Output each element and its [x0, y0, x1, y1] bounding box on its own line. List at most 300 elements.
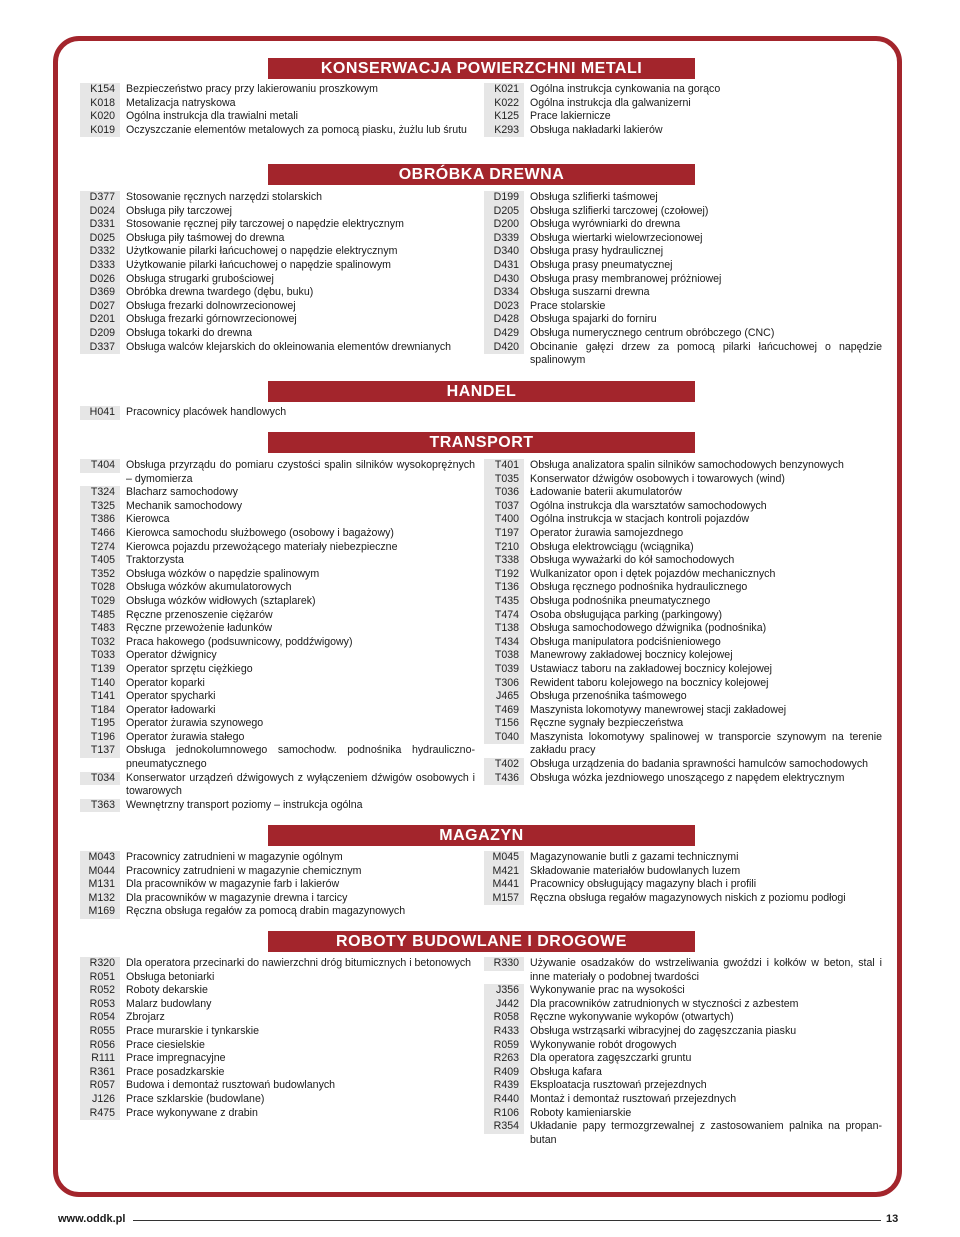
item-description: Rewident taboru kolejowego na bocznicy kolejowej	[530, 676, 769, 689]
list-item	[80, 568, 475, 582]
item-code: T028	[80, 581, 120, 595]
item-description: Dla pracowników w magazynie farb i lakierów	[126, 878, 340, 891]
item-code: R440	[484, 1093, 524, 1107]
item-code: D420	[484, 341, 524, 355]
item-code: D209	[80, 327, 120, 341]
item-description: Ogólna instrukcja w stacjach kontroli pojazdów	[530, 513, 750, 526]
item-code: D023	[484, 300, 524, 314]
item-code: D201	[80, 313, 120, 327]
list-item	[80, 300, 475, 314]
list-item	[80, 245, 475, 259]
item-description: Obsługa manipulatora podciśnieniowego	[530, 635, 721, 648]
item-description: Oczyszczanie elementów metalowych za pomocą piasku, żużlu lub śrutu	[126, 123, 467, 136]
item-code: M157	[484, 892, 524, 906]
list-item	[484, 83, 882, 97]
list-item	[80, 772, 475, 799]
left-column	[80, 83, 475, 137]
list-item	[484, 1079, 882, 1093]
item-description: Obsługa podnośnika pneumatycznego	[530, 594, 711, 607]
item-description: Pracownicy zatrudnieni w magazynie chemicznym	[126, 864, 362, 877]
right-column	[484, 191, 882, 368]
right-column	[484, 957, 882, 1147]
list-item	[80, 1066, 475, 1080]
list-item	[80, 541, 475, 555]
item-code: T434	[484, 636, 524, 650]
item-code: D205	[484, 205, 524, 219]
list-item	[80, 704, 475, 718]
item-code: H041	[80, 406, 120, 420]
item-code: R263	[484, 1052, 524, 1066]
list-item	[484, 205, 882, 219]
page-number: 13	[886, 1213, 899, 1225]
item-code: T435	[484, 595, 524, 609]
item-description: Konserwator dźwigów osobowych i towarowych (wind)	[530, 472, 785, 485]
list-item	[80, 636, 475, 650]
list-item	[484, 957, 882, 984]
item-code: D024	[80, 205, 120, 219]
item-code: T137	[80, 744, 120, 758]
item-code: D339	[484, 232, 524, 246]
list-item	[484, 1052, 882, 1066]
item-description: Obsługa wózków o napędzie spalinowym	[126, 567, 320, 580]
list-item	[484, 984, 882, 998]
item-code: T436	[484, 772, 524, 786]
item-description: Ogólna instrukcja dla trawialni metali	[126, 110, 298, 123]
list-item	[80, 486, 475, 500]
list-item	[80, 1052, 475, 1066]
item-description: Obcinanie gałęzi drzew za pomocą pilarki łańcuchowej o napędzie spalinowym	[530, 340, 882, 367]
list-item	[80, 232, 475, 246]
list-item	[80, 851, 475, 865]
item-description: Maszynista lokomotywy manewrowej stacji zakładowej	[530, 703, 787, 716]
list-item	[80, 663, 475, 677]
list-item	[80, 581, 475, 595]
left-column	[80, 851, 475, 919]
list-item	[80, 957, 475, 971]
item-code: D429	[484, 327, 524, 341]
list-item	[80, 513, 475, 527]
item-code: T474	[484, 609, 524, 623]
list-item	[484, 1120, 882, 1147]
item-description: Obsługa przenośnika taśmowego	[530, 690, 687, 703]
list-item	[484, 690, 882, 704]
item-code: R409	[484, 1066, 524, 1080]
list-item	[80, 259, 475, 273]
item-description: Obsługa piły taśmowej do drewna	[126, 231, 285, 244]
item-code: T038	[484, 649, 524, 663]
item-code: D377	[80, 191, 120, 205]
item-code: T184	[80, 704, 120, 718]
item-code: R439	[484, 1079, 524, 1093]
item-description: Wykonywanie robót drogowych	[530, 1038, 677, 1051]
item-description: Obsługa kafara	[530, 1065, 602, 1078]
item-description: Roboty dekarskie	[126, 984, 208, 997]
list-item	[484, 513, 882, 527]
list-item	[80, 892, 475, 906]
item-description: Układanie papy termozgrzewalnej z zastosowaniem palnika na propan-butan	[530, 1120, 882, 1146]
list-item	[80, 984, 475, 998]
list-item	[484, 878, 882, 892]
item-code: D025	[80, 232, 120, 246]
item-description: Ustawiacz taboru na zakładowej bocznicy kolejowej	[530, 662, 773, 675]
item-description: Obsługa wózka jezdniowego unoszącego z napędem elektrycznym	[530, 771, 845, 784]
item-code: T034	[80, 772, 120, 786]
list-item	[484, 541, 882, 555]
item-description: Konserwator urządzeń dźwigowych z wyłączeniem dźwigów osobowych i towarowych	[126, 771, 475, 798]
list-item	[80, 327, 475, 341]
item-code: M169	[80, 905, 120, 919]
list-item	[80, 1039, 475, 1053]
list-item	[80, 459, 475, 486]
item-description: Użytkowanie pilarki łańcuchowej o napędzie elektrycznym	[126, 245, 398, 258]
list-item	[484, 649, 882, 663]
section-header: ROBOTY BUDOWLANE I DROGOWE	[268, 931, 695, 952]
list-item	[484, 245, 882, 259]
list-item	[484, 568, 882, 582]
item-code: R361	[80, 1066, 120, 1080]
list-item	[80, 97, 475, 111]
list-item	[80, 595, 475, 609]
section-header: OBRÓBKA DREWNA	[268, 164, 695, 185]
item-code: K018	[80, 97, 120, 111]
list-item	[80, 124, 475, 138]
item-code: M441	[484, 878, 524, 892]
item-code: K021	[484, 83, 524, 97]
list-item	[80, 1107, 475, 1121]
list-item	[484, 259, 882, 273]
item-code: T401	[484, 459, 524, 473]
item-description: Dla pracowników w magazynie drewna i tarcicy	[126, 891, 348, 904]
list-item	[80, 406, 475, 420]
list-item	[484, 473, 882, 487]
item-description: Traktorzysta	[126, 554, 184, 567]
list-item	[484, 327, 882, 341]
list-item	[80, 609, 475, 623]
item-code: R058	[484, 1011, 524, 1025]
item-description: Prace wykonywane z drabin	[126, 1106, 258, 1119]
list-item	[484, 218, 882, 232]
item-description: Prace lakiernicze	[530, 110, 611, 123]
section-header: KONSERWACJA POWIERZCHNI METALI	[268, 58, 695, 79]
item-description: Prace szklarskie (budowlane)	[126, 1092, 265, 1105]
item-code: R059	[484, 1039, 524, 1053]
item-code: T402	[484, 758, 524, 772]
item-description: Mechanik samochodowy	[126, 499, 242, 512]
item-code: T192	[484, 568, 524, 582]
item-description: Obsługa numerycznego centrum obróbczego (CNC)	[530, 326, 775, 339]
item-description: Operator ładowarki	[126, 703, 216, 716]
item-code: R051	[80, 971, 120, 985]
list-item	[80, 191, 475, 205]
item-code: R053	[80, 998, 120, 1012]
item-description: Malarz budowlany	[126, 997, 212, 1010]
item-code: T139	[80, 663, 120, 677]
item-code: T405	[80, 554, 120, 568]
item-description: Obsługa samochodowego dźwignika (podnośnika)	[530, 622, 767, 635]
item-description: Obsługa przyrządu do pomiaru czystości spalin silników wysokoprężnych – dymomierza	[126, 459, 475, 485]
item-description: Blacharz samochodowy	[126, 486, 238, 499]
item-description: Ręczna obsługa regałów magazynowych niskich z poziomu podłogi	[530, 891, 846, 904]
item-description: Wykonywanie prac na wysokości	[530, 984, 685, 997]
list-item	[484, 663, 882, 677]
item-description: Użytkowanie pilarki łańcuchowej o napędzie spalinowym	[126, 258, 391, 271]
list-item	[484, 609, 882, 623]
item-code: T037	[484, 500, 524, 514]
item-code: D369	[80, 286, 120, 300]
footer-url[interactable]: www.oddk.pl	[58, 1213, 126, 1225]
item-code: K020	[80, 110, 120, 124]
item-code: T195	[80, 717, 120, 731]
list-item	[80, 273, 475, 287]
item-description: Obsługa strugarki grubościowej	[126, 272, 274, 285]
item-code: D431	[484, 259, 524, 273]
item-description: Obsługa suszarni drewna	[530, 286, 650, 299]
item-description: Ręczna obsługa regałów za pomocą drabin magazynowych	[126, 905, 406, 918]
item-code: K019	[80, 124, 120, 138]
list-item	[484, 998, 882, 1012]
list-item	[484, 851, 882, 865]
item-description: Ogólna instrukcja dla galwanizerni	[530, 96, 691, 109]
item-code: T483	[80, 622, 120, 636]
item-code: M044	[80, 865, 120, 879]
item-code: D428	[484, 313, 524, 327]
item-code: T029	[80, 595, 120, 609]
section-header: HANDEL	[268, 381, 695, 402]
item-description: Praca hakowego (podsuwnicowy, poddźwigowy)	[126, 635, 353, 648]
item-description: Maszynista lokomotywy spalinowej w transporcie szynowym na terenie zakładu pracy	[530, 730, 882, 757]
item-code: T466	[80, 527, 120, 541]
list-item	[484, 97, 882, 111]
item-code: D026	[80, 273, 120, 287]
item-description: Operator żurawia samojezdnego	[530, 526, 684, 539]
list-item	[484, 581, 882, 595]
item-code: R055	[80, 1025, 120, 1039]
list-item	[484, 622, 882, 636]
item-code: J465	[484, 690, 524, 704]
item-code: M043	[80, 851, 120, 865]
item-code: R111	[80, 1052, 120, 1066]
list-item	[484, 758, 882, 772]
item-description: Stosowanie ręcznych narzędzi stolarskich	[126, 191, 323, 203]
item-code: R354	[484, 1120, 524, 1134]
list-item	[80, 527, 475, 541]
item-code: T324	[80, 486, 120, 500]
item-code: T197	[484, 527, 524, 541]
list-item	[80, 731, 475, 745]
item-description: Operator sprzętu ciężkiego	[126, 662, 253, 675]
item-description: Obsługa prasy membranowej próżniowej	[530, 272, 722, 285]
list-item	[80, 205, 475, 219]
item-description: Obsługa szlifierki tarczowej (czołowej)	[530, 204, 709, 217]
item-code: T400	[484, 513, 524, 527]
item-description: Obsługa wyrówniarki do drewna	[530, 218, 681, 231]
item-code: R106	[484, 1107, 524, 1121]
item-description: Prace impregnacyjne	[126, 1052, 226, 1065]
right-column	[484, 459, 882, 785]
item-description: Obsługa betoniarki	[126, 970, 215, 983]
item-description: Zbrojarz	[126, 1011, 165, 1024]
item-description: Obsługa prasy pneumatycznej	[530, 258, 673, 271]
item-code: D340	[484, 245, 524, 259]
item-code: T136	[484, 581, 524, 595]
item-description: Obsługa wstrząsarki wibracyjnej do zagęszczania piasku	[530, 1024, 797, 1037]
item-description: Roboty kamieniarskie	[530, 1106, 632, 1119]
item-code: D333	[80, 259, 120, 273]
item-code: J126	[80, 1093, 120, 1107]
item-code: K154	[80, 83, 120, 97]
item-description: Pracownicy placówek handlowych	[126, 406, 287, 418]
item-code: D331	[80, 218, 120, 232]
item-code: T035	[484, 473, 524, 487]
list-item	[484, 1107, 882, 1121]
left-column	[80, 459, 475, 812]
item-code: D200	[484, 218, 524, 232]
list-item	[484, 865, 882, 879]
list-item	[80, 218, 475, 232]
item-code: R056	[80, 1039, 120, 1053]
item-code: T040	[484, 731, 524, 745]
item-description: Ręczne wykonywanie wykopów (otwartych)	[530, 1011, 734, 1024]
item-description: Obsługa nakładarki lakierów	[530, 123, 663, 136]
item-description: Eksploatacja rusztowań przejezdnych	[530, 1079, 707, 1092]
item-code: T325	[80, 500, 120, 514]
item-description: Obsługa jednokolumnowego samochodw. podnośnika hydrauliczno-pneumatycznego	[126, 744, 475, 771]
item-code: R057	[80, 1079, 120, 1093]
list-item	[484, 1011, 882, 1025]
item-description: Obsługa analizatora spalin silników samochodowych benzynowych	[530, 459, 844, 471]
list-item	[80, 744, 475, 771]
item-description: Pracownicy zatrudnieni w magazynie ogólnym	[126, 851, 343, 863]
section-header: MAGAZYN	[268, 825, 695, 846]
list-item	[80, 554, 475, 568]
list-item	[80, 313, 475, 327]
list-item	[484, 595, 882, 609]
item-description: Operator żurawia stałego	[126, 730, 245, 743]
item-description: Magazynowanie butli z gazami technicznymi	[530, 851, 739, 863]
list-item	[484, 1093, 882, 1107]
item-description: Wulkanizator opon i dętek pojazdów mechanicznych	[530, 567, 776, 580]
list-item	[80, 878, 475, 892]
left-column	[80, 957, 475, 1120]
item-code: M131	[80, 878, 120, 892]
item-code: D332	[80, 245, 120, 259]
list-item	[80, 500, 475, 514]
item-description: Ogólna instrukcja cynkowania na gorąco	[530, 83, 721, 95]
item-description: Obsługa frezarki dolnowrzecionowej	[126, 299, 296, 312]
list-item	[484, 500, 882, 514]
item-description: Używanie osadzaków do wstrzeliwania gwoździ i kołków w beton, stal i inne materiały o podobnej twardości	[530, 957, 882, 983]
item-description: Wewnętrzny transport poziomy – instrukcja ogólna	[126, 798, 363, 811]
item-description: Prace ciesielskie	[126, 1038, 205, 1051]
list-item	[80, 998, 475, 1012]
list-item	[80, 1079, 475, 1093]
list-item	[80, 717, 475, 731]
list-item	[80, 677, 475, 691]
item-code: R320	[80, 957, 120, 971]
item-code: T140	[80, 677, 120, 691]
item-code: R054	[80, 1011, 120, 1025]
item-description: Obsługa spajarki do forniru	[530, 313, 657, 326]
item-description: Dla pracowników zatrudnionych w styczności z azbestem	[530, 997, 799, 1010]
item-code: K293	[484, 124, 524, 138]
item-description: Obsługa urządzenia do badania sprawności hamulców samochodowych	[530, 758, 869, 771]
left-column	[80, 406, 475, 420]
list-item	[484, 677, 882, 691]
list-item	[484, 191, 882, 205]
right-column	[484, 83, 882, 137]
item-description: Obsługa tokarki do drewna	[126, 326, 253, 339]
list-item	[484, 717, 882, 731]
item-code: T363	[80, 799, 120, 813]
item-description: Obsługa wyważarki do kół samochodowych	[530, 554, 735, 567]
item-code: T036	[484, 486, 524, 500]
item-description: Dla operatora przecinarki do nawierzchni dróg bitumicznych i betonowych	[126, 957, 472, 969]
list-item	[484, 459, 882, 473]
item-description: Dla operatora zagęszczarki gruntu	[530, 1052, 692, 1065]
list-item	[484, 341, 882, 368]
item-code: D027	[80, 300, 120, 314]
item-code: R475	[80, 1107, 120, 1121]
item-code: T033	[80, 649, 120, 663]
list-item	[80, 905, 475, 919]
list-item	[484, 300, 882, 314]
item-code: D199	[484, 191, 524, 205]
item-code: T485	[80, 609, 120, 623]
item-code: T138	[484, 622, 524, 636]
item-code: T352	[80, 568, 120, 582]
list-item	[484, 124, 882, 138]
item-description: Składowanie materiałów budowlanych luzem	[530, 864, 741, 877]
item-description: Kierowca samochodu służbowego (osobowy i bagażowy)	[126, 526, 394, 539]
item-code: T386	[80, 513, 120, 527]
footer-divider	[133, 1220, 881, 1221]
item-code: M421	[484, 865, 524, 879]
item-code: D334	[484, 286, 524, 300]
item-description: Ręczne przenoszenie ciężarów	[126, 608, 273, 621]
item-description: Kierowca	[126, 513, 170, 526]
item-code: T469	[484, 704, 524, 718]
item-description: Manewrowy zakładowej bocznicy kolejowej	[530, 649, 733, 662]
item-description: Obsługa frezarki górnowrzecionowej	[126, 313, 297, 326]
item-description: Prace stolarskie	[530, 299, 606, 312]
list-item	[484, 554, 882, 568]
list-item	[484, 527, 882, 541]
item-description: Obsługa szlifierki taśmowej	[530, 191, 658, 203]
list-item	[80, 690, 475, 704]
item-description: Prace posadzkarskie	[126, 1065, 225, 1078]
item-description: Stosowanie ręcznej piły tarczowej o napędzie elektrycznym	[126, 218, 404, 231]
item-code: T338	[484, 554, 524, 568]
item-description: Ręczne przewożenie ładunków	[126, 622, 273, 635]
item-description: Osoba obsługująca parking (parkingowy)	[530, 608, 722, 621]
item-description: Prace murarskie i tynkarskie	[126, 1024, 260, 1037]
item-code: J356	[484, 984, 524, 998]
list-item	[484, 232, 882, 246]
item-code: J442	[484, 998, 524, 1012]
list-item	[484, 704, 882, 718]
item-description: Obsługa wiertarki wielowrzecionowej	[530, 231, 703, 244]
item-description: Operator dźwignicy	[126, 649, 217, 662]
list-item	[484, 636, 882, 650]
item-code: D430	[484, 273, 524, 287]
item-code: R433	[484, 1025, 524, 1039]
list-item	[484, 1025, 882, 1039]
list-item	[80, 622, 475, 636]
left-column	[80, 191, 475, 354]
list-item	[80, 110, 475, 124]
item-description: Bezpieczeństwo pracy przy lakierowaniu proszkowym	[126, 83, 378, 95]
item-code: T196	[80, 731, 120, 745]
